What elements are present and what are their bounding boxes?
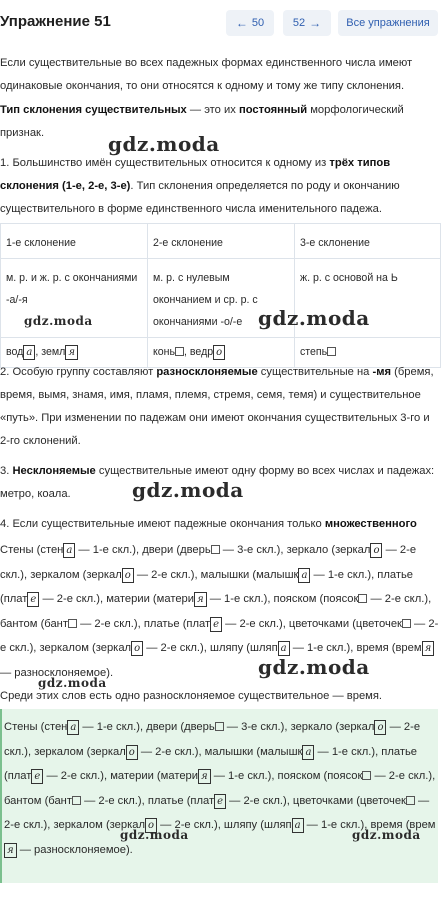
theory-text: — это их [186,104,239,116]
table-header-2: 2-е склонение [148,224,295,259]
text-run: — 2-е скл.), платье (плат [80,794,215,807]
rule-text: 3. [0,465,13,477]
text-run: — 2-е скл.), зеркалом (зеркал [4,721,421,758]
text-run: — 1-е скл.), платье (плат [0,568,414,605]
ending-box: я [194,592,207,607]
watermark: gdz.moda [120,828,189,842]
zero-ending-icon [175,347,184,356]
term-declension-type: Тип склонения существительных [0,104,187,116]
ending-box: е [27,592,39,607]
text-run: — 1-е скл.), время (врем [289,642,422,654]
theory-text: . Тип склонения определяется по роду и окончанию существительного в форме единственного числа именительного падежа. [0,180,400,215]
text-run: — 2-е скл.), платье (плат [76,617,211,630]
next-exercise-label: 52 [292,17,306,29]
ending-box: о [374,720,386,735]
all-exercises-button[interactable]: Все упражнения [338,10,438,36]
rule-2 [0,361,442,453]
watermark: gdz.moda [38,676,107,690]
text-run: — 3-е скл.), зеркало (зеркал [223,721,375,733]
ending-box: а [298,568,310,583]
ending-box: о [370,543,382,558]
text-run: — 1-е скл.), двери (дверь [79,721,215,733]
example-word: ведр [189,346,214,358]
theory-paragraph-3 [0,152,442,221]
example-word: степь [300,346,328,358]
term-heteroclitic: разносклоняемые [156,366,258,378]
ending-box: о [213,345,225,360]
page-header [0,0,442,46]
example-word: конь [153,346,176,358]
term-permanent: постоянный [238,104,308,116]
ending-box: я [422,641,435,656]
ending-box: е [31,769,43,784]
ending-box: а [63,543,75,558]
watermark: gdz.moda [24,314,93,328]
theory-text: 1. Большинство имён существительных относится к одному из [0,157,330,169]
rule-4 [0,513,442,536]
example-word: вод [6,346,24,358]
text-run: — разносклоняемое). [0,666,114,679]
zero-ending-icon [215,722,224,731]
ending-box: я [65,345,78,360]
text-run: — 2-е скл.), бантом (бант [4,770,436,807]
rule-text: существительные имеют одну форму во всех числах и падежах: метро, коала. [0,465,435,500]
rule-text: 4. Если существительные имеют падежные окончания только [0,518,325,530]
term-mya: -мя [372,366,392,378]
ending-box: я [198,769,211,784]
table-header-1: 1-е склонение [1,224,148,259]
theory-paragraph-1: Если существительные во всех падежных формах единственного числа имеют одинаковые окончания, то они относятся к одному и тому же типу склонения. [0,57,413,92]
zero-ending-icon [406,796,415,805]
text-run: — 2-е скл.), малышки (малышк [137,745,303,758]
watermark: gdz.moda [258,306,370,330]
zero-ending-icon [211,545,220,554]
table-desc-1: м. р. и ж. р. с окончаниями -а/-я [1,259,148,338]
ending-box: о [122,568,134,583]
next-exercise-button[interactable] [283,10,331,36]
text-run: — 1-е скл.), пояском (поясок [206,593,359,605]
page-title: Упражнение 51 [0,13,111,30]
text-run: — 2-е скл.), шляпу (шляп [157,819,292,831]
declension-table [0,223,441,368]
text-run: — 3-е скл.), зеркало (зеркал [219,544,371,556]
zero-ending-icon [402,619,411,628]
term-plural: множественного [324,518,417,530]
theory-text: морфологический признак. [0,104,404,139]
prev-exercise-button[interactable] [226,10,274,36]
rule-text: (бремя, время, вымя, знамя, имя, пламя, племя, стремя, семя, темя) и существительное «путь». При изменении по падежам они имеют окончания существительных 3-го и 2-го склонений. [0,366,434,447]
ending-box: о [126,745,138,760]
text-run: — 2-е скл.), бантом (бант [0,593,432,630]
theory-paragraph-2 [0,99,442,145]
rule-text: 2. Особую группу составляют [0,366,157,378]
watermark: gdz.moda [132,478,244,502]
table-desc-2: м. р. с нулевым окончанием и ср. р. с окончаниями -о/-е [148,259,295,338]
watermark: gdz.moda [108,132,220,156]
text-run: — 1-е скл.), время (врем [303,819,436,831]
text-run: — 1-е скл.), платье (плат [4,745,418,782]
task-note: Среди этих слов есть одно разносклоняемое существительное — время. [0,690,383,702]
text-run: — 2-е скл.), цветочками (цветочек [226,794,406,807]
arrow-right-icon: → [309,16,322,30]
ending-box: е [214,794,226,809]
ending-box: а [292,818,304,833]
ending-box: я [4,843,17,858]
text-run: — 2-е скл.), зеркалом (зеркал [0,617,439,654]
text-run: — 2-е скл.), материи (матери [39,593,195,605]
ending-box: а [278,641,290,656]
term-three-types: трёх типов склонения (1-е, 2-е, 3-е) [0,157,391,192]
rule-text: существительные на [257,366,373,378]
zero-ending-icon [72,796,81,805]
text-run: — разносклоняемое). [16,843,133,856]
text-run: — 1-е скл.), пояском (поясок [210,770,363,782]
zero-ending-icon [327,347,336,356]
table-desc-3: ж. р. с основой на Ь [295,259,441,338]
text-run: — 2-е скл.), цветочками (цветочек [222,617,402,630]
text-run: — 2-е скл.), шляпу (шляп [143,642,278,654]
text-run: — 2-е скл.), зеркалом (зеркал [4,794,430,831]
text-run: Стены (стен [4,721,68,733]
text-run: — 1-е скл.), двери (дверь [75,544,211,556]
arrow-left-icon: ← [235,16,248,30]
watermark: gdz.moda [352,828,421,842]
ending-box: о [145,818,157,833]
ending-box: е [210,617,222,632]
text-run: — 2-е скл.), материи (матери [43,770,199,782]
text-run: Стены (стен [0,544,64,556]
ending-box: а [302,745,314,760]
text-run: — 2-е скл.), малышки (малышк [133,568,299,581]
example-word: земл [41,346,66,358]
table-example-1: вод а , земл я [1,338,148,368]
ending-box: о [131,641,143,656]
term-indeclinable: Несклоняемые [12,465,96,477]
table-header-3: 3-е склонение [295,224,441,259]
prev-exercise-label: 50 [251,17,265,29]
ending-box: а [67,720,79,735]
zero-ending-icon [68,619,77,628]
text-run: — 2-е скл.), зеркалом (зеркал [0,544,417,581]
table-example-2: конь , ведр о [148,338,295,368]
answer-block [0,709,438,883]
task-text [0,538,442,685]
watermark: gdz.moda [258,655,370,679]
ending-box: а [23,345,35,360]
